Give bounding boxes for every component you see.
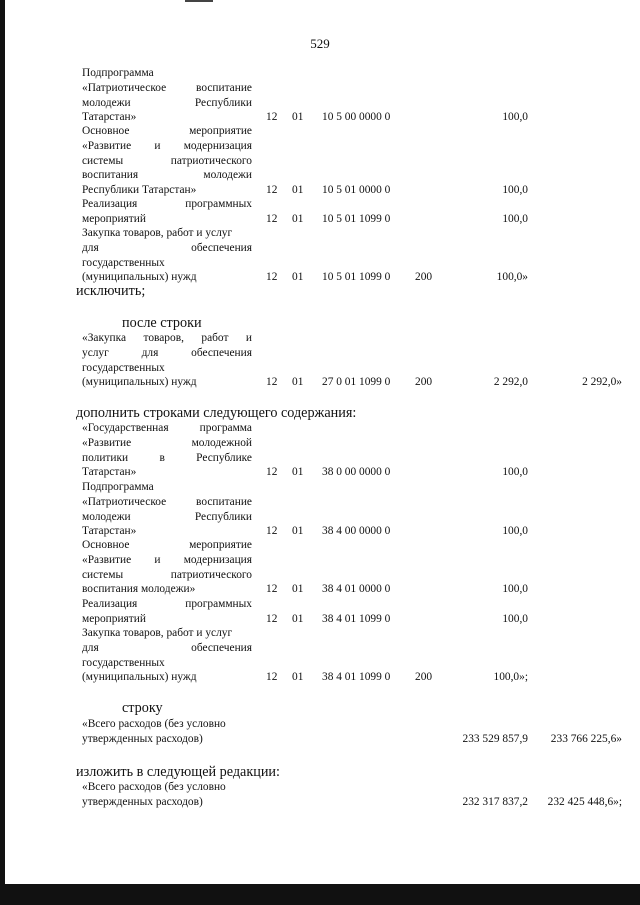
row-description: «Государственная программа «Развитие молодежной политики в Республике Татарстан» xyxy=(82,422,252,479)
amount-1: 2 292,0 xyxy=(493,376,528,389)
amount-1: 100,0 xyxy=(502,612,528,625)
row-description: Подпрограмма «Патриотическое воспитание молодежи Республики Татарстан» xyxy=(82,481,252,538)
row-description: «Всего расходов (без условно утвержденных расходов) xyxy=(82,781,226,808)
amount-1: 100,0»; xyxy=(493,671,528,684)
row-description: Реализация программных мероприятий xyxy=(82,198,252,225)
total-amount-1: 233 529 857,9 xyxy=(462,732,528,745)
row-description: «Всего расходов (без условно утвержденных расходов) xyxy=(82,718,226,745)
subsection-code: 01 xyxy=(292,612,304,625)
target-article-code: 38 4 01 0000 0 xyxy=(322,583,391,596)
target-article-code: 10 5 01 1099 0 xyxy=(322,212,391,225)
subsection-code: 01 xyxy=(292,525,304,538)
expense-type-code: 200 xyxy=(415,376,433,389)
subsection-code: 01 xyxy=(292,184,304,197)
section-code: 12 xyxy=(266,583,278,596)
instruction-add-lines: дополнить строками следующего содержания: xyxy=(76,405,357,421)
subsection-code: 01 xyxy=(292,111,304,124)
amount-1: 100,0 xyxy=(502,212,528,225)
target-article-code: 38 4 01 1099 0 xyxy=(322,612,391,625)
total-amount-1: 232 317 837,2 xyxy=(462,795,528,808)
page-number: 529 xyxy=(310,36,330,51)
section-code: 12 xyxy=(266,376,278,389)
row-description: Основное мероприятие «Развитие и модернизация системы патриотического воспитания молодежи Республики Татарстан» xyxy=(82,125,252,197)
instruction-line: строку xyxy=(122,700,163,716)
amount-1: 100,0» xyxy=(496,271,528,284)
row-description: Закупка товаров, работ и услуг для обеспечения государственных (муниципальных) нужд xyxy=(82,627,252,684)
amount-1: 100,0 xyxy=(502,184,528,197)
subsection-code: 01 xyxy=(292,271,304,284)
subsection-code: 01 xyxy=(292,671,304,684)
section-code: 12 xyxy=(266,671,278,684)
instruction-edit: изложить в следующей редакции: xyxy=(76,764,280,780)
section-code: 12 xyxy=(266,271,278,284)
subsection-code: 01 xyxy=(292,466,304,479)
instruction-exclude: исключить; xyxy=(76,283,146,299)
instruction-after-line: после строки xyxy=(122,315,202,331)
row-description: Подпрограмма «Патриотическое воспитание молодежи Республики Татарстан» xyxy=(82,67,252,124)
section-code: 12 xyxy=(266,184,278,197)
target-article-code: 27 0 01 1099 0 xyxy=(322,376,391,389)
total-amount-2: 232 425 448,6»; xyxy=(547,795,622,808)
section-code: 12 xyxy=(266,525,278,538)
target-article-code: 38 4 01 1099 0 xyxy=(322,671,391,684)
section-code: 12 xyxy=(266,466,278,479)
subsection-code: 01 xyxy=(292,583,304,596)
expense-type-code: 200 xyxy=(415,671,433,684)
amount-1: 100,0 xyxy=(502,466,528,479)
target-article-code: 10 5 00 0000 0 xyxy=(322,111,391,124)
amount-1: 100,0 xyxy=(502,111,528,124)
row-description: Реализация программных мероприятий xyxy=(82,598,252,625)
section-code: 12 xyxy=(266,111,278,124)
section-code: 12 xyxy=(266,612,278,625)
subsection-code: 01 xyxy=(292,376,304,389)
scan-border-left xyxy=(0,0,5,905)
amount-1: 100,0 xyxy=(502,525,528,538)
target-article-code: 10 5 01 0000 0 xyxy=(322,184,391,197)
row-description: Основное мероприятие «Развитие и модернизация системы патриотического воспитания молодежи» xyxy=(82,539,252,596)
target-article-code: 38 4 00 0000 0 xyxy=(322,525,391,538)
amount-2: 2 292,0» xyxy=(582,376,622,389)
row-description: Закупка товаров, работ и услуг для обеспечения государственных (муниципальных) нужд xyxy=(82,227,252,284)
row-description: «Закупка товаров, работ и услуг для обеспечения государственных (муниципальных) нужд xyxy=(82,332,252,389)
expense-type-code: 200 xyxy=(415,271,433,284)
target-article-code: 10 5 01 1099 0 xyxy=(322,271,391,284)
subsection-code: 01 xyxy=(292,212,304,225)
section-code: 12 xyxy=(266,212,278,225)
total-amount-2: 233 766 225,6» xyxy=(550,732,622,745)
target-article-code: 38 0 00 0000 0 xyxy=(322,466,391,479)
scan-border-bottom xyxy=(0,884,640,905)
amount-1: 100,0 xyxy=(502,583,528,596)
scan-mark xyxy=(185,0,213,2)
